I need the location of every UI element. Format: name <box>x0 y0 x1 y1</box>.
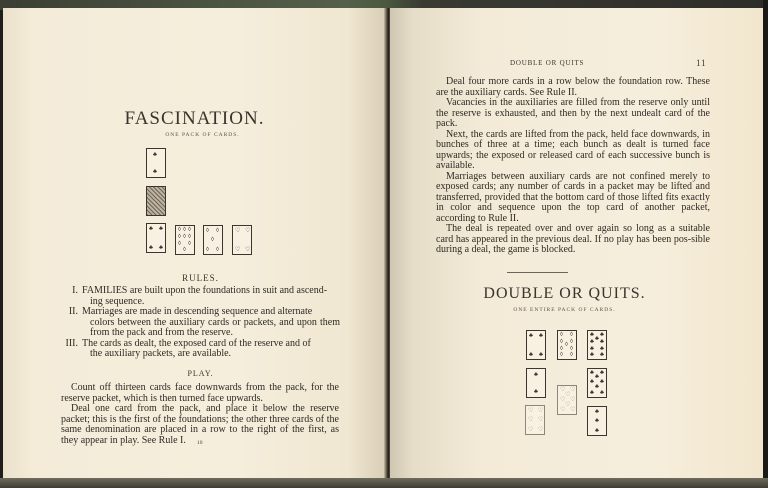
rule-item <box>60 307 340 339</box>
play-paragraph: Deal one card from the pack, and place it below the reserve packet; this is the first of the foundations; the other three cards of the same denomination are placed in a row to the right of the first, as they appear in play. See Rule I. <box>61 403 339 446</box>
card-3-clubs: ♣ ♣ ♣ <box>587 406 607 436</box>
running-head-title: DOUBLE OR QUITS <box>510 59 585 67</box>
book-edge-right <box>763 0 768 488</box>
left-page <box>3 8 386 480</box>
book-edge-bottom <box>0 478 768 488</box>
rules-heading: RULES. <box>182 273 219 283</box>
paragraph: Vacancies in the auxiliaries are filled from the reserve only until the reserve is exhausted, and then by the next undealt card of the pack. <box>436 97 710 129</box>
play-heading: PLAY. <box>187 369 214 378</box>
card-aux-4-hearts: ♡ ♡ ♡ ♡ <box>232 225 252 255</box>
subtitle-one-pack: ONE PACK OF CARDS. <box>165 132 240 138</box>
rule-text: FAMILIES are built upon the foundations in suit and ascend- <box>82 285 328 296</box>
rule-item <box>60 339 340 360</box>
paragraph: Deal four more cards in a row below the foundation row. These are the auxiliary cards. See Rule II. <box>436 76 710 98</box>
card-9-diamonds: ◊ ◊ ◊ ◊ ◊ ◊ ◊ ◊ ◊ <box>557 330 577 360</box>
subtitle-one-entire-pack: ONE ENTIRE PACK OF CARDS. <box>513 307 616 313</box>
card-aux-4-clubs: ♣ ♣ ♣ ♣ <box>146 223 166 253</box>
rule-text: The cards as dealt, the exposed card of the reserve and of <box>82 337 311 349</box>
deal-instructions-text <box>436 77 710 256</box>
card-aux-9-diamonds: ◊ ◊ ◊ ◊ ◊ ◊ ◊ ◊ ◊ <box>175 225 195 255</box>
card-4-clubs: ♣ ♣ ♣ ♣ <box>526 330 546 360</box>
rule-text-continued: colors between the auxiliary cards or packets, and upon them from the pack and from the reserve. <box>90 316 340 338</box>
card-9-clubs: ♣ ♣ ♣ ♣ ♣ ♣ ♣ ♣ ♣ <box>587 330 607 360</box>
card-6-hearts: ♡ ♡ ♡ ♡ ♡ ♡ <box>525 405 545 435</box>
card-8-hearts: ♡ ♡ ♡ ♡ ♡ ♡ ♡ ♡ <box>557 385 577 415</box>
right-page <box>390 8 763 480</box>
paragraph: The deal is repeated over and over again so long as a suitable card has appeared in the previous deal. If no play has been pos-sible during a deal, the game is blocked. <box>436 223 710 255</box>
card-2-clubs: ♣ ♣ <box>526 368 546 398</box>
rules-list <box>60 286 340 360</box>
rule-item <box>60 286 340 307</box>
play-paragraph: Count off thirteen cards face downwards from the pack, for the reserve packet, which is then turned face upwards. <box>61 382 339 404</box>
card-foundation-court <box>146 186 166 216</box>
rule-text: Marriages are made in descending sequence and alternate <box>82 306 313 317</box>
page-number-left: 10 <box>197 440 203 446</box>
section-divider <box>507 272 568 273</box>
card-8-clubs: ♣ ♣ ♣ ♣ ♣ ♣ ♣ ♣ <box>587 368 607 398</box>
rule-text-continued: the auxiliary packets, are available. <box>90 348 232 359</box>
rule-text-continued: ing sequence. <box>90 295 145 307</box>
card-reserve-2-clubs: ♣ ♣ <box>146 148 166 178</box>
page-number-right: 11 <box>696 58 707 68</box>
rule-number: III. <box>65 337 78 349</box>
card-aux-5-diamonds: ◊ ◊ ◊ ◊ ◊ <box>203 225 223 255</box>
page-title-double-or-quits: DOUBLE OR QUITS. <box>483 285 646 302</box>
rule-number: I. <box>72 285 78 296</box>
paragraph: Next, the cards are lifted from the pack, held face downwards, in bunches of three at a time; each bunch as dealt is turned face upwards; the exposed or released card of each successive bunch is available. <box>436 128 710 171</box>
play-text <box>61 383 339 446</box>
page-title-fascination: FASCINATION. <box>124 108 265 129</box>
paragraph: Marriages between auxiliary cards are not confined merely to exposed cards; any number of cards in a packet may be lifted and transferred, provided that the bottom card of those lifted fits exactly in color and sequence upon the top card of another packet, according to Rule II. <box>436 170 710 224</box>
rule-number: II. <box>68 306 78 317</box>
